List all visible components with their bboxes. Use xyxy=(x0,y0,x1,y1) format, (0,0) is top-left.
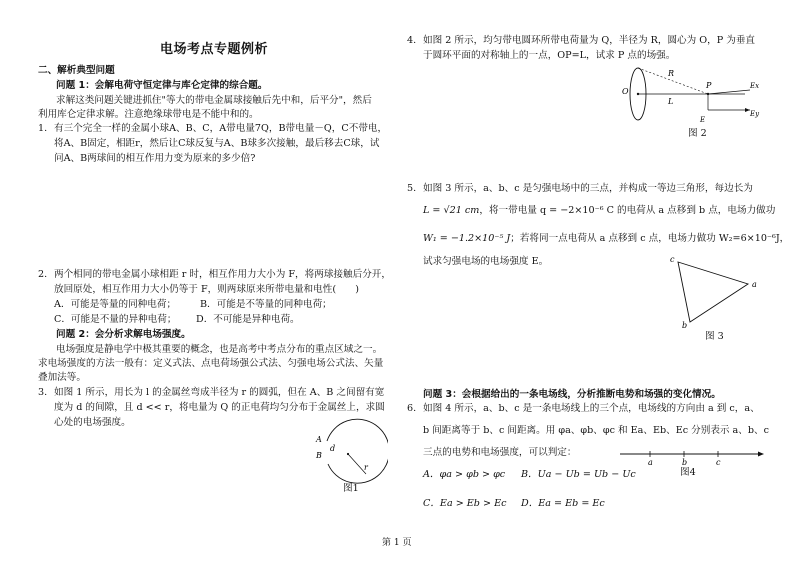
problem6 xyxy=(407,402,760,416)
problem2-option-d: D．不可能是异种电荷。 xyxy=(196,314,300,325)
figure3-caption: 图 3 xyxy=(705,331,724,342)
problem5 xyxy=(407,182,753,196)
fig2-label-ex: Ex xyxy=(750,82,760,90)
problem2-option-a: A．可能是等量的同种电荷； xyxy=(54,299,177,310)
problem6-line1: 如图 4 所示，a、b、c 是一条电场线上的三个点，电场线的方向由 a 到 c，a、 xyxy=(423,403,760,414)
point-p xyxy=(707,93,709,95)
question1-heading: 问题 1：会解电荷守恒定律与库仑定律的综合题。 xyxy=(56,80,268,91)
problem3-line1: 如图 1 所示，用长为 l 的金属丝弯成半径为 r 的圆弧，但在 A、B 之间留有宽 xyxy=(54,387,385,398)
arc-wire xyxy=(327,419,388,483)
fig4-label-c: c xyxy=(716,458,721,466)
problem1-line1: 有三个完全一样的金属小球A、B、C，A带电量7Q，B带电量－Q，C不带电， xyxy=(54,123,388,134)
fig1-label-d: d xyxy=(330,444,336,453)
fig3-label-b: b xyxy=(682,321,688,330)
problem4-number: 4. xyxy=(407,35,417,46)
problem4-line1: 如图 2 所示，均匀带电圆环所带电荷量为 Q，半径为 R，圆心为 O，P 为垂直 xyxy=(423,35,756,46)
problem5-line3-text: ；若将同一点电荷从 a 点移到 c 点，电场力做功 W₂=6×10⁻⁶J， xyxy=(510,233,790,244)
section-heading: 二、解析典型问题 xyxy=(38,65,115,76)
page-title: 电场考点专题例析 xyxy=(160,42,269,57)
problem5-number: 5. xyxy=(407,183,417,194)
triangle-abc xyxy=(678,262,748,322)
problem6-line3: 三点的电势和电场强度，可以判定： xyxy=(423,447,577,458)
problem4 xyxy=(407,34,755,48)
page-number: 第 1 页 xyxy=(382,538,412,548)
problem5-line2-text: ，将一带电量 q = −2×10⁻⁶ C 的电荷从 a 点移到 b 点，电场力做功 xyxy=(479,205,776,216)
fig1-label-b: B xyxy=(316,451,322,460)
problem2-number: 2. xyxy=(38,269,48,280)
problem5-line1: 如图 3 所示，a、b、c 是匀强电场中的三点，并构成一等边三角形，每边长为 xyxy=(423,183,753,194)
problem3-line2: 度为 d 的间隙，且 d << r，将电量为 Q 的正电荷均匀分布于金属丝上，求圆 xyxy=(54,402,385,413)
problem3 xyxy=(38,386,384,400)
problem5-work-formula: W₁ = −1.2×10⁻⁵ J xyxy=(423,233,511,244)
question3-heading: 问题 3：会根据给出的一条电场线，分析推断电势和场强的变化情况。 xyxy=(423,389,721,400)
problem6-number: 6. xyxy=(407,403,417,414)
problem6-option-d: D．Ea = Eb = Ec xyxy=(521,498,605,509)
fig4-label-a: a xyxy=(648,458,653,466)
problem6-option-b: B．Ua − Ub = Ub − Uc xyxy=(521,469,636,480)
problem5-line3 xyxy=(423,232,789,246)
question2-heading: 问题 2：会分析求解电场强度。 xyxy=(56,329,191,340)
problem5-line4: 试求匀强电场的电场强度 E。 xyxy=(423,256,549,267)
problem4-line2: 于圆环平面的对称轴上的一点，OP=L，试求 P 点的场强。 xyxy=(423,50,676,61)
center-o xyxy=(637,93,639,95)
q1-intro-line1: 求解这类问题关键进抓住"等大的带电金属球接触后先中和，后平分"，然后 xyxy=(56,95,372,106)
problem1-line3: 问A、B两球间的相互作用力变为原来的多少倍? xyxy=(54,153,256,164)
problem2-option-b: B．可能是不等量的同种电荷； xyxy=(200,299,332,310)
field-vector xyxy=(708,90,750,94)
q2-intro-line1: 电场强度是静电学中极其重要的概念，也是高考中考点分布的重点区域之一。 xyxy=(56,344,383,355)
problem1 xyxy=(38,122,387,136)
fig2-label-r: R xyxy=(668,69,675,78)
figure4-diagram xyxy=(618,446,768,466)
problem5-length-formula: L = √21 cm xyxy=(423,205,480,216)
fig1-label-r: r xyxy=(364,463,368,472)
q2-intro-line3: 叠加法等。 xyxy=(38,372,86,383)
problem5-line2 xyxy=(423,204,775,218)
problem6-option-c: C．Ea > Eb > Ec xyxy=(423,498,507,509)
problem2-option-c: C．可能是不量的异种电荷； xyxy=(54,314,177,325)
figure3-diagram xyxy=(660,252,770,332)
problem3-line3: 心处的电场强度。 xyxy=(54,417,131,428)
figure2-caption: 图 2 xyxy=(688,128,707,139)
problem6-line2: b 间距离等于 b、c 间距离。用 φa、φb、φc 和 Ea、Eb、Ec 分别表示 a、b、c xyxy=(423,425,769,436)
q1-intro-line2: 利用库仑定律求解。注意绝缘球带电是不能中和的。 xyxy=(38,109,259,120)
figure2-diagram xyxy=(620,64,770,126)
fig1-label-a: A xyxy=(316,435,322,444)
field-line-arrowhead xyxy=(758,452,764,457)
fig2-label-ey: Ey xyxy=(750,110,760,118)
fig3-label-c: c xyxy=(670,255,675,264)
problem3-number: 3. xyxy=(38,387,48,398)
problem2-line2: 放回原处，相互作用力大小仍等于 F，则两球原来所带电量和电性( ) xyxy=(54,284,360,295)
center-point xyxy=(347,453,349,455)
problem1-line2: 将A、B固定，相距r，然后让C球反复与A、B球多次接触，最后移去C球，试 xyxy=(54,138,380,149)
fig2-label-p: P xyxy=(706,81,712,90)
problem2-line1: 两个相同的带电金属小球相距 r 时，相互作用力大小为 F，将两球接触后分开， xyxy=(54,269,391,280)
figure4-caption: 图4 xyxy=(680,467,696,478)
fig4-label-b: b xyxy=(682,458,688,466)
problem1-number: 1. xyxy=(38,123,48,134)
problem6-option-a: A．φa > φb > φc xyxy=(423,469,506,480)
problem2 xyxy=(38,268,391,282)
fig2-label-l: L xyxy=(668,97,674,106)
fig2-label-e: E xyxy=(700,116,706,124)
q2-intro-line2: 求电场强度的方法一般有：定义式法、点电荷场强公式法、匀强电场公式法、矢量 xyxy=(38,358,384,369)
fig2-label-o: O xyxy=(622,87,629,96)
figure1-caption: 图1 xyxy=(343,483,359,494)
fig3-label-a: a xyxy=(752,280,757,289)
